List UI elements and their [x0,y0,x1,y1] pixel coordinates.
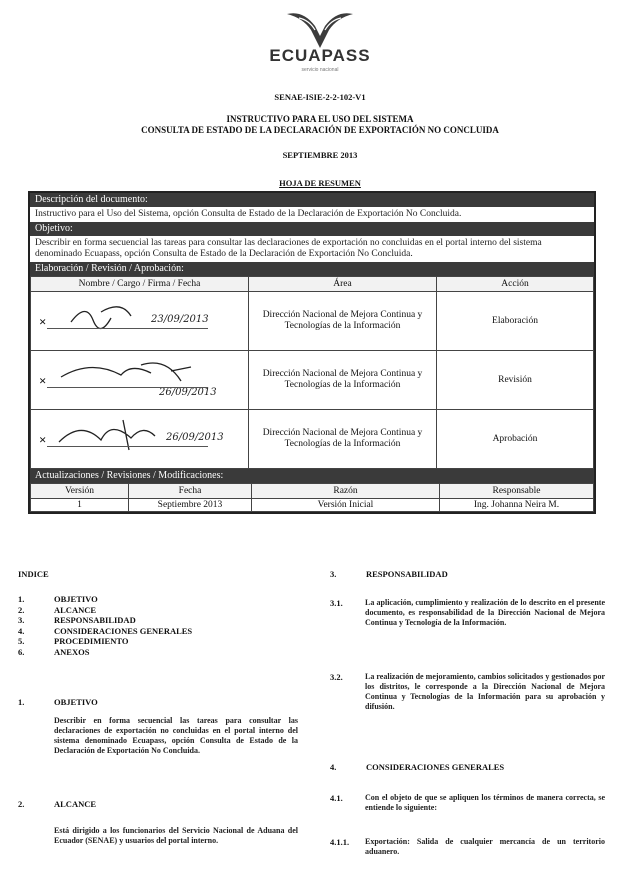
handwritten-signature [31,410,245,466]
table-row [31,410,594,469]
approval-grid [30,276,594,469]
section-3-heading: 3. RESPONSABILIDAD [330,569,448,579]
document-title-line2: CONSULTA DE ESTADO DE LA DECLARACIÓN DE EXPORTACIÓN NO CONCLUIDA [141,125,499,135]
section-3-2-number: 3.2. [330,672,343,682]
action-cell: Revisión [437,351,594,410]
summary-heading: HOJA DE RESUMEN [279,178,361,188]
signature-cell: × 23/09/2013 [31,292,249,351]
objective-header: Objetivo: [30,222,594,236]
index-item: 2. ALCANCE [18,604,97,615]
section-3-1-number: 3.1. [330,598,343,608]
logo-text: ECUAPASS [269,46,371,65]
signature-cell: × 26/09/2013 [31,410,249,469]
column-header: Fecha [129,484,252,499]
section-1-text: Describir en forma secuencial las tareas para consultar las declaraciones de exportación no concluidas en el portal interno del sistema denominado Ecuapass, opción Consulta de Estado de la Declaración de Exportación No Concluida. [54,716,298,755]
index-item: 5. PROCEDIMIENTO [18,636,129,646]
reason-cell: Versión Inicial [252,499,440,512]
description-header: Descripción del documento: [30,193,594,207]
area-cell: Dirección Nacional de Mejora Continua y Tecnologías de la Información [249,292,437,351]
updates-header-row [31,484,594,499]
index-list [18,594,298,657]
condor-icon [285,6,355,50]
summary-table [28,191,596,514]
section-3-1-text: La aplicación, cumplimiento y realización de lo descrito en el presente documento, es responsabilidad de la Dirección Nacional de Mejora Continua y Tecnología de la Información. [365,598,605,627]
approval-header: Elaboración / Revisión / Aprobación: [30,262,594,276]
index-item: 4. CONSIDERACIONES GENERALES [18,625,193,636]
column-header: Responsable [440,484,594,499]
handwritten-signature [31,351,245,407]
description-text: Instructivo para el Uso del Sistema, opción Consulta de Estado de la Declaración de Exportación No Concluida. [35,209,462,219]
area-cell: Dirección Nacional de Mejora Continua y Tecnologías de la Información [249,410,437,469]
section-3-2-text: La realización de mejoramiento, cambios solicitados y gestionados por los distritos, le corresponde a la Dirección Nacional de Mejora Continua y Tecnologías de la Información para su aprobación y difusión. [365,672,605,711]
signature-date: 23/09/2013 [151,314,209,325]
version-cell: 1 [31,499,129,512]
ecuapass-logo [255,6,385,86]
document-date: SEPTIEMBRE 2013 [282,150,358,160]
column-header: Área [249,277,437,292]
handwritten-signature [31,292,245,348]
section-4-heading: 4. CONSIDERACIONES GENERALES [330,762,505,772]
section-4-1-number: 4.1. [330,793,343,803]
logo-tagline: servicio nacional [301,67,339,73]
index-title: INDICE [18,569,49,579]
document-title-line1: INSTRUCTIVO PARA EL USO DEL SISTEMA [226,114,414,124]
section-4-1-1-number: 4.1.1. [330,837,350,847]
responsible-cell: Ing. Johanna Neira M. [440,499,594,512]
document-code: SENAE-ISIE-2-2-102-V1 [274,92,366,102]
section-4-1-1-text: Exportación: Salida de cualquier mercancía de un territorio aduanero. [365,837,605,856]
column-header: Versión [31,484,129,499]
section-2-text: Está dirigido a los funcionarios del Servicio Nacional de Aduana del Ecuador (SENAE) y usuarios del portal interno. [54,826,298,845]
signature-date: 26/09/2013 [166,432,224,443]
index-item: 6. ANEXOS [18,646,90,657]
objective-text: Describir en forma secuencial las tareas para consultar las declaraciones de exportación no concluidas en el portal interno del sistema denominado Ecuapass, opción Consulta de Estado de la Declaración de Exportación No Concluida. [35,238,542,259]
section-4-1-text: Con el objeto de que se apliquen los términos de manera correcta, se entiende lo siguiente: [365,793,605,812]
column-header: Acción [437,277,594,292]
column-header: Nombre / Cargo / Firma / Fecha [31,277,249,292]
action-cell: Aprobación [437,410,594,469]
approval-header-row [31,277,594,292]
section-2-heading: 2. ALCANCE [18,799,97,809]
table-row [31,351,594,410]
signature-date: 26/09/2013 [159,387,217,398]
index-item: 1. OBJETIVO [18,594,98,604]
table-row [31,499,594,512]
action-cell: Elaboración [437,292,594,351]
table-row [31,292,594,351]
area-cell: Dirección Nacional de Mejora Continua y Tecnologías de la Información [249,351,437,410]
column-header: Razón [252,484,440,499]
updates-grid [30,483,594,512]
updates-header: Actualizaciones / Revisiones / Modificaciones: [30,469,594,483]
signature-cell: × 26/09/2013 [31,351,249,410]
index-item: 3. RESPONSABILIDAD [18,615,136,625]
date-cell: Septiembre 2013 [129,499,252,512]
section-1-heading: 1. OBJETIVO [18,697,98,707]
